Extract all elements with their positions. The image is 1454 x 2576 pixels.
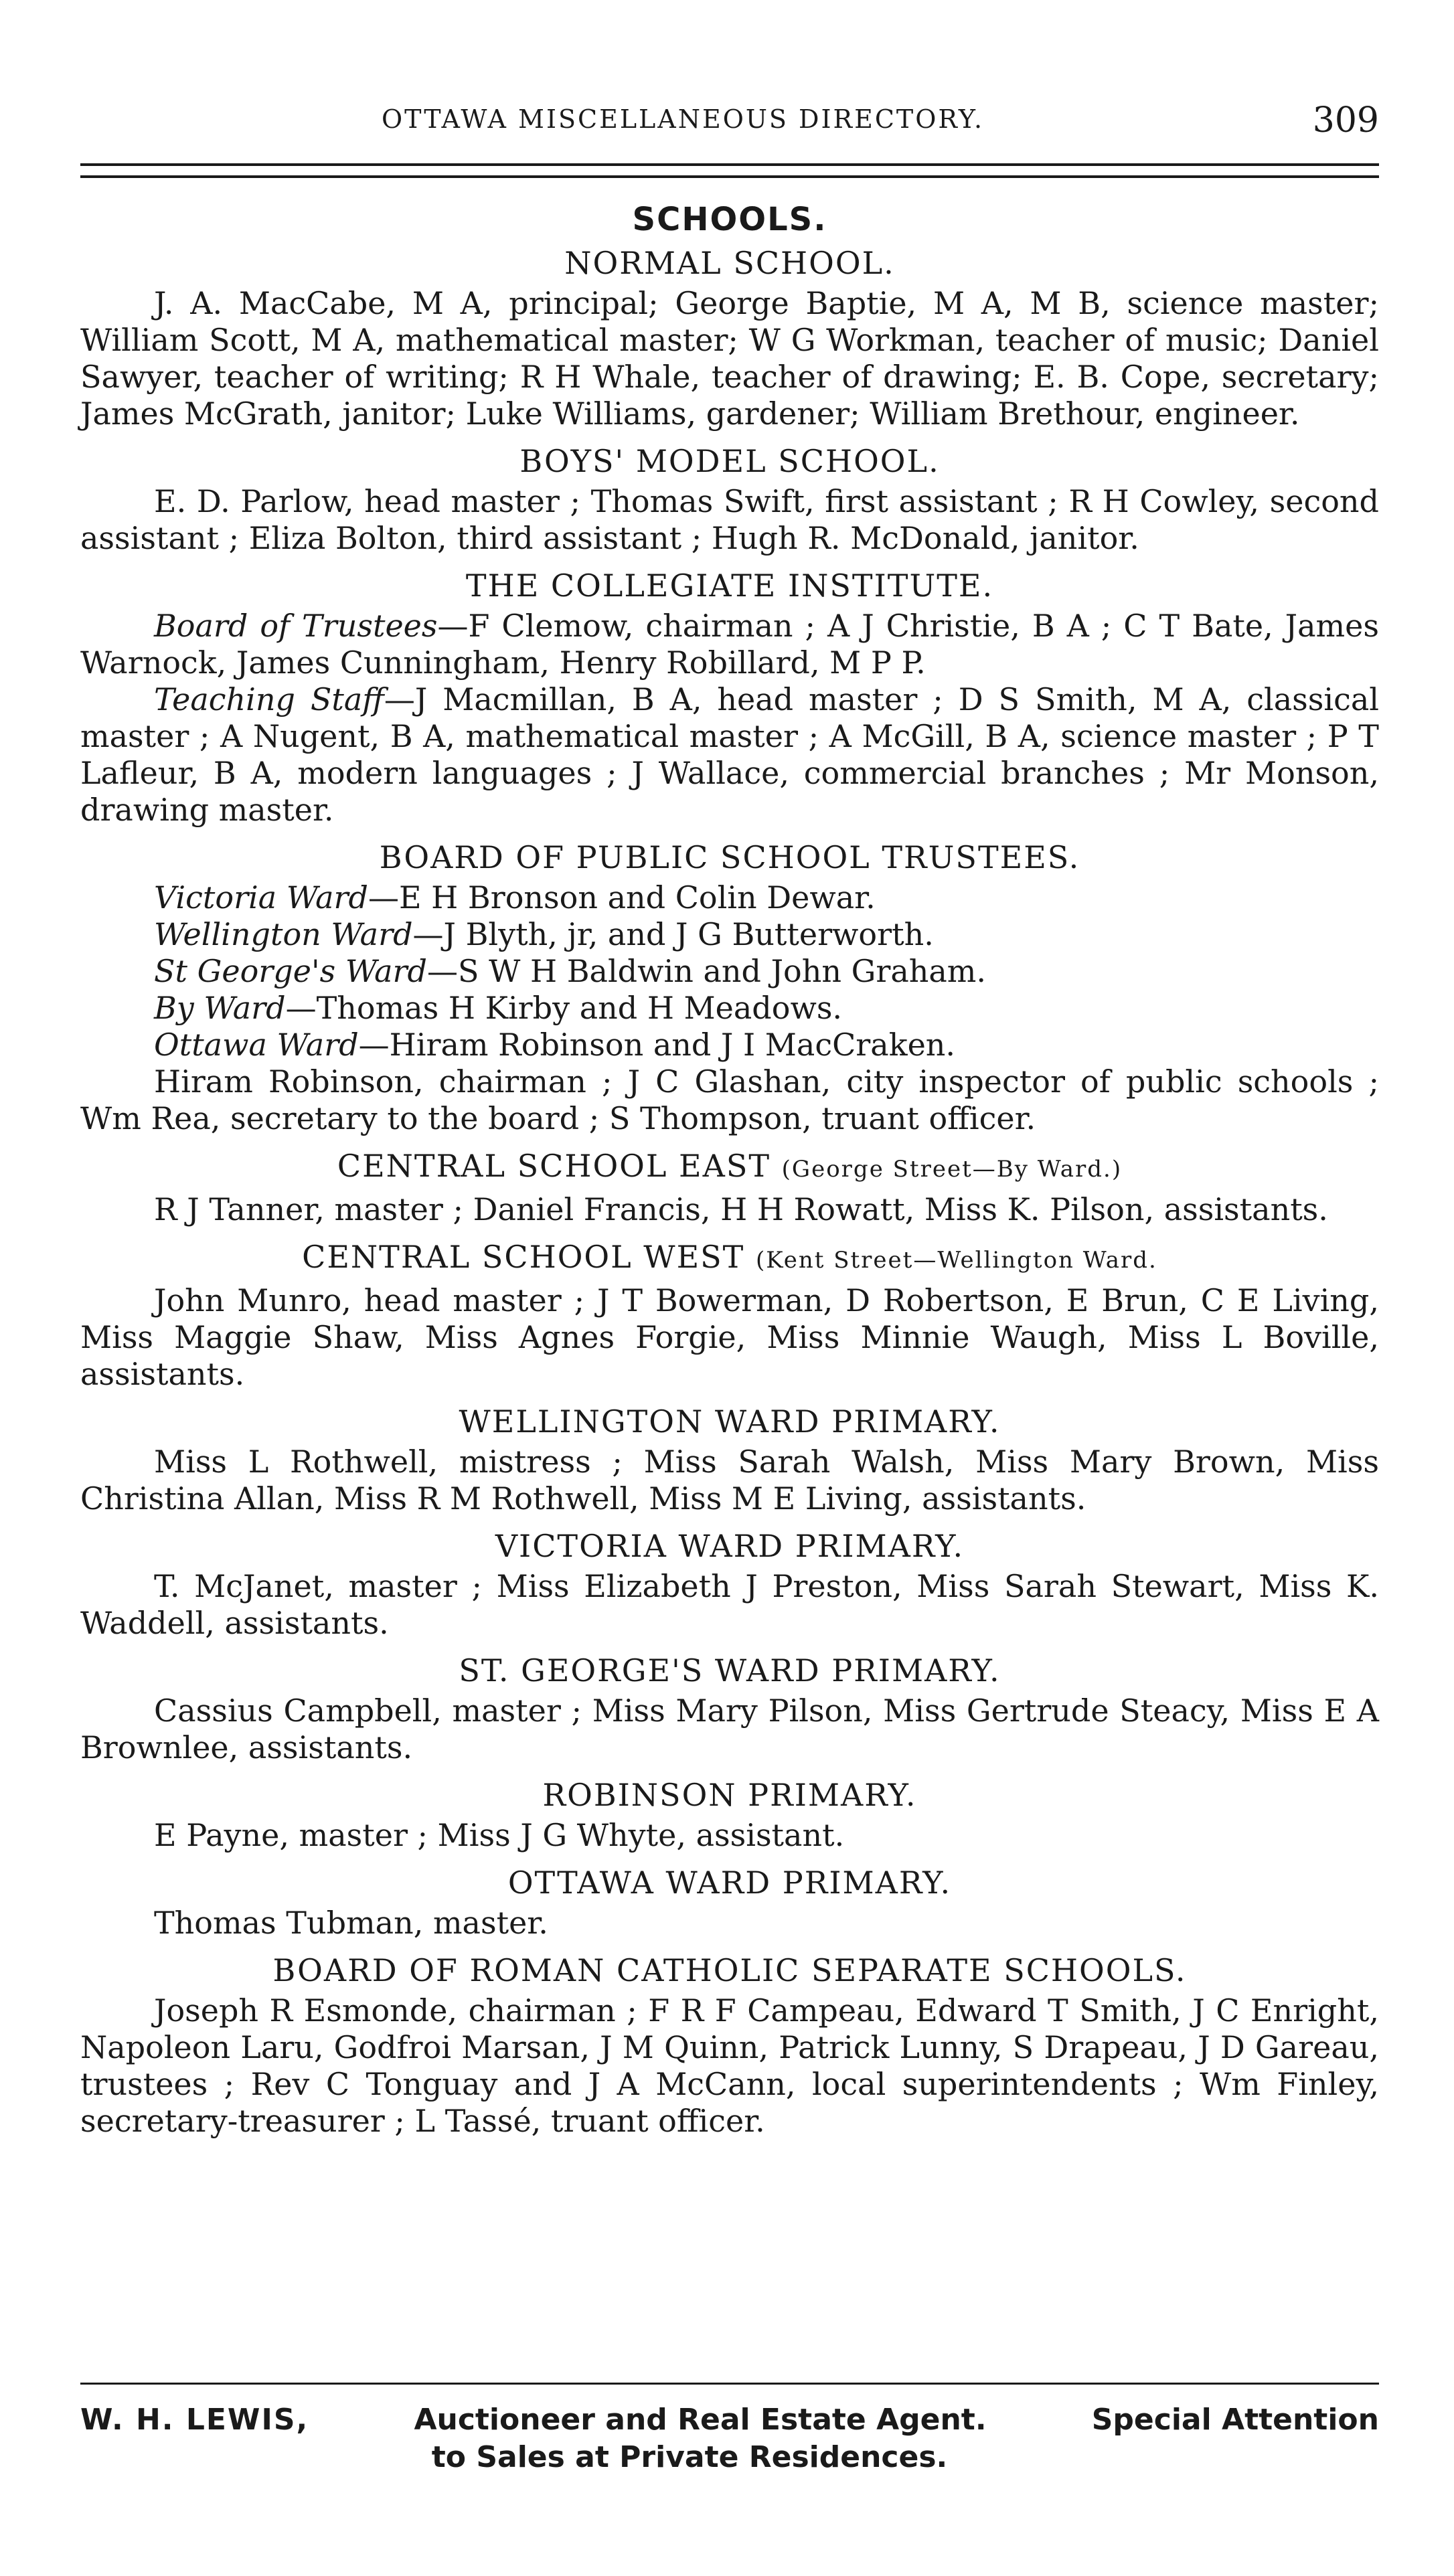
ad-business: Auctioneer and Real Estate Agent.: [414, 2403, 987, 2437]
central-west-subtitle: (Kent Street—Wellington Ward.: [755, 1247, 1157, 1274]
collegiate-staff: [80, 681, 1379, 829]
st-george-heading: ST. GEORGE'S WARD PRIMARY.: [459, 1652, 1001, 1689]
ward-line: [80, 916, 1379, 953]
schools-content: [80, 195, 1379, 2140]
wellington-text: Miss L Rothwell, mistress ; Miss Sarah Walsh, Miss Mary Brown, Miss Christina Allan, Miss R M Rothwell, Miss M E Living, assistants.: [80, 1444, 1379, 1517]
ward-label: By Ward: [154, 990, 286, 1026]
ward-label: Ottawa Ward: [154, 1027, 359, 1063]
collegiate-heading: THE COLLEGIATE INSTITUTE.: [465, 568, 994, 604]
footer-rule: [80, 2383, 1379, 2385]
header-rule-top: [80, 163, 1379, 166]
staff-label: Teaching Staff: [154, 681, 384, 717]
central-east-text: R J Tanner, master ; Daniel Francis, H H Rowatt, Miss K. Pilson, assistants.: [154, 1191, 1328, 1227]
advertisement-line-1: [80, 2401, 1379, 2439]
catholic-heading: BOARD OF ROMAN CATHOLIC SEPARATE SCHOOLS.: [272, 1952, 1187, 1988]
catholic-text: Joseph R Esmonde, chairman ; F R F Campeau, Edward T Smith, J C Enright, Napoleon Laru, Godfroi Marsan, J M Quinn, Patrick Lunny, S Drapeau, J D Gareau, trustees ; Rev C Tonguay and J A McCann, local superintendents ; Wm Finley, secretary-treasurer ; L Tassé, truant officer.: [80, 1992, 1379, 2139]
ward-line: [80, 953, 1379, 990]
public-trustees-text: Hiram Robinson, chairman ; J C Glashan, city inspector of public schools ; Wm Rea, secretary to the board ; S Thompson, truant officer.: [80, 1063, 1379, 1136]
trustees-text: —F Clemow, chairman ; A J Christie, B A ; C T Bate, James Warnock, James Cunningham, Henry Robillard, M P P.: [80, 608, 1379, 681]
ad-attention: Special Attention: [1091, 2403, 1379, 2437]
central-west-heading: [80, 1237, 1379, 1280]
main-heading: SCHOOLS.: [632, 201, 827, 238]
trustees-label: Board of Trustees: [154, 608, 438, 644]
wellington-heading: WELLINGTON WARD PRIMARY.: [459, 1403, 1001, 1440]
directory-page: [80, 0, 1379, 2576]
victoria-heading: VICTORIA WARD PRIMARY.: [495, 1528, 965, 1564]
ward-trustees-list: [80, 879, 1379, 1063]
advertisement: [80, 2401, 1379, 2476]
header-rule-bottom: [80, 175, 1379, 178]
ward-line: [80, 990, 1379, 1027]
robinson-heading: ROBINSON PRIMARY.: [542, 1777, 917, 1813]
normal-school-heading: NORMAL SCHOOL.: [564, 245, 895, 281]
ward-text: —E H Bronson and Colin Dewar.: [368, 879, 876, 916]
central-east-heading: [80, 1146, 1379, 1189]
ward-line: [80, 879, 1379, 916]
st-george-text: Cassius Campbell, master ; Miss Mary Pilson, Miss Gertrude Steacy, Miss E A Brownlee, assistants.: [80, 1693, 1379, 1766]
running-header: [80, 100, 1379, 141]
central-east-title: CENTRAL SCHOOL EAST: [337, 1148, 771, 1184]
ad-name: W. H. LEWIS,: [80, 2403, 309, 2437]
running-title: OTTAWA MISCELLANEOUS DIRECTORY.: [382, 104, 985, 134]
ward-label: Wellington Ward: [154, 916, 413, 952]
ottawa-ward-heading: OTTAWA WARD PRIMARY.: [507, 1865, 952, 1901]
page-number: 309: [1312, 100, 1379, 141]
ward-text: —J Blyth, jr, and J G Butterworth.: [412, 916, 934, 952]
central-west-text: John Munro, head master ; J T Bowerman, D Robertson, E Brun, C E Living, Miss Maggie Shaw, Miss Agnes Forgie, Miss Minnie Waugh, Miss L Boville, assistants.: [80, 1282, 1379, 1392]
central-east-subtitle: (George Street—By Ward.): [781, 1156, 1123, 1183]
victoria-text: T. McJanet, master ; Miss Elizabeth J Preston, Miss Sarah Stewart, Miss K. Waddell, assistants.: [80, 1568, 1379, 1641]
ward-label: St George's Ward: [154, 953, 427, 989]
ottawa-ward-text: Thomas Tubman, master.: [154, 1905, 548, 1941]
central-west-title: CENTRAL SCHOOL WEST: [302, 1239, 745, 1275]
advertisement-line-2: to Sales at Private Residences.: [431, 2440, 948, 2474]
boys-model-text: E. D. Parlow, head master ; Thomas Swift, first assistant ; R H Cowley, second assistant ; Eliza Bolton, third assistant ; Hugh R. McDonald, janitor.: [80, 483, 1379, 556]
staff-text: —J Macmillan, B A, head master ; D S Smith, M A, classical master ; A Nugent, B A, mathematical master ; A McGill, B A, science master ; P T Lafleur, B A, modern languages ; J Wallace, commercial branches ; Mr Monson, drawing master.: [80, 681, 1379, 828]
normal-school-text: J. A. MacCabe, M A, principal; George Baptie, M A, M B, science master; William Scott, M A, mathematical master; W G Workman, teacher of music; Daniel Sawyer, teacher of writing; R H Whale, teacher of drawing; E. B. Cope, secretary; James McGrath, janitor; Luke Williams, gardener; William Brethour, engineer.: [80, 285, 1379, 432]
ward-text: —Thomas H Kirby and H Meadows.: [285, 990, 843, 1026]
public-trustees-heading: BOARD OF PUBLIC SCHOOL TRUSTEES.: [379, 839, 1080, 875]
ward-text: —Hiram Robinson and J I MacCraken.: [358, 1027, 956, 1063]
boys-model-heading: BOYS' MODEL SCHOOL.: [519, 443, 940, 479]
robinson-text: E Payne, master ; Miss J G Whyte, assistant.: [154, 1817, 845, 1853]
collegiate-trustees: [80, 608, 1379, 681]
ward-line: [80, 1027, 1379, 1063]
ward-label: Victoria Ward: [154, 879, 368, 916]
ward-text: —S W H Baldwin and John Graham.: [426, 953, 987, 989]
